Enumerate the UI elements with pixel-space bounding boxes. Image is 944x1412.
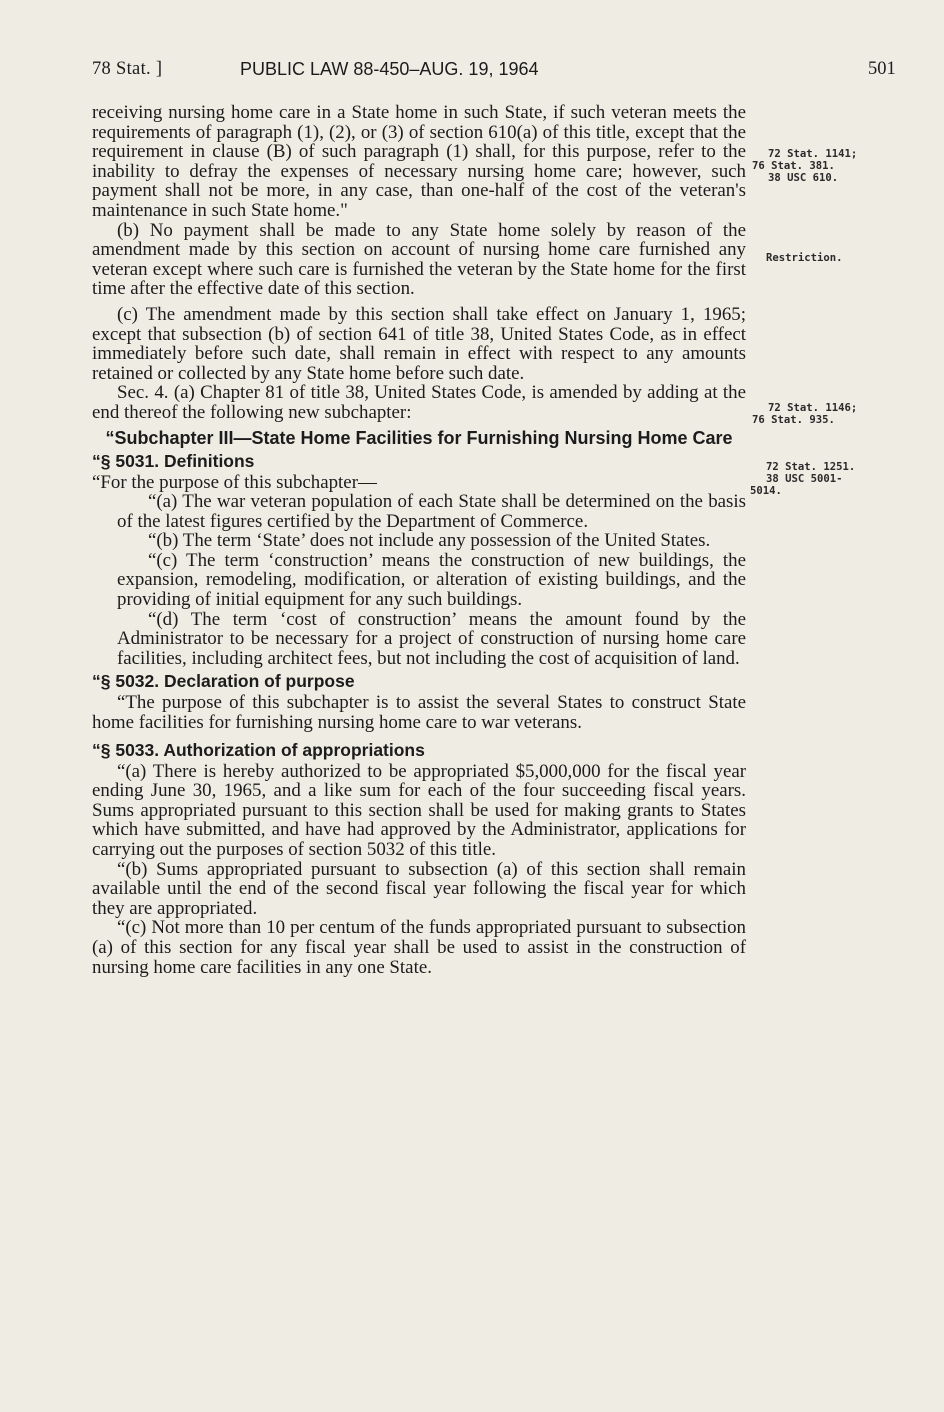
section-5031-intro: “For the purpose of this subchapter—	[92, 471, 377, 493]
section-5033-b: “(b) Sums appropriated pursuant to subsection (a) of this section shall remain available until the end of the second fiscal year following the fiscal year for which they are appropriated.	[92, 858, 746, 919]
margin-note-citation-3: 72 Stat. 1251. 38 USC 5001- 5014.	[750, 461, 856, 497]
section-4: Sec. 4. (a) Chapter 81 of title 38, United States Code, is amended by adding at the end thereof the following new subchapter:	[92, 382, 746, 423]
body-text	[92, 103, 746, 977]
subchapter-title: “Subchapter III—State Home Facilities for Furnishing Nursing Home Care	[105, 427, 733, 448]
header-title: PUBLIC LAW 88-450–AUG. 19, 1964	[240, 59, 539, 79]
paragraph-b: (b) No payment shall be made to any State home solely by reason of the amendment made by this section on account of nursing home care furnished any veteran except where such care is furnished the veteran by the State home for the first time after the effective date of this section.	[92, 219, 746, 300]
header-volume: 78 Stat. ]	[92, 59, 163, 79]
section-5031-heading: “§ 5031. Definitions	[92, 450, 255, 471]
section-5032-heading: “§ 5032. Declaration of purpose	[92, 671, 355, 692]
definition-c: “(c) The term ‘construction’ means the construction of new buildings, the expansion, remodeling, modification, or alteration of existing buildings, and the providing of initial equipment for any such buildings.	[117, 549, 746, 611]
definition-b: “(b) The term ‘State’ does not include any possession of the United States.	[148, 530, 711, 552]
margin-note-restriction: Restriction.	[766, 252, 843, 264]
definition-d: “(d) The term ‘cost of construction’ means the amount found by the Administrator to be necessary for a project of construction of nursing home care facilities, including architect fees, but not including the cost of acquisition of land.	[117, 608, 746, 669]
margin-note-citation-1: 72 Stat. 1141; 76 Stat. 381. 38 USC 610.	[752, 148, 858, 184]
section-5033-c: “(c) Not more than 10 per centum of the funds appropriated pursuant to subsection (a) of this section for any fiscal year shall be used to assist in the construction of nursing home care facilities in any one State.	[92, 917, 746, 978]
section-5033-a: “(a) There is hereby authorized to be appropriated $5,000,000 for the fiscal year ending June 30, 1965, and a like sum for each of the four succeeding fiscal years. Sums appropriated pursuant to this section shall be used for making grants to States which have submitted, and have had approved by the Administrator, applications for carrying out the purposes of section 5032 of this title.	[92, 760, 746, 860]
paragraph-c: (c) The amendment made by this section shall take effect on January 1, 1965; except that subsection (b) of section 641 of title 38, United States Code, as in effect immediately before such date, shall remain in effect with respect to any amounts retained or collected by any State home before such date.	[92, 303, 746, 384]
paragraph-continuation: receiving nursing home care in a State home in such State, if such veteran meets the requirements of paragraph (1), (2), or (3) of section 610(a) of this title, except that the requirement in clause (B) of such paragraph (1) shall, for this purpose, refer to the inability to defray the expenses of necessary nursing home care; however, such payment shall not be more, in any case, than one-half of the cost of the veteran's maintenance in such State home."	[92, 102, 746, 221]
definition-a: “(a) The war veteran population of each State shall be determined on the basis of the latest figures certified by the Department of Commerce.	[117, 491, 746, 532]
margin-note-citation-2: 72 Stat. 1146; 76 Stat. 935.	[752, 402, 858, 426]
section-5033-heading: “§ 5033. Authorization of appropriations	[92, 739, 425, 760]
section-5032-text: “The purpose of this subchapter is to assist the several States to construct State home facilities for furnishing nursing home care to war veterans.	[92, 692, 746, 734]
page-number: 501	[868, 59, 896, 79]
